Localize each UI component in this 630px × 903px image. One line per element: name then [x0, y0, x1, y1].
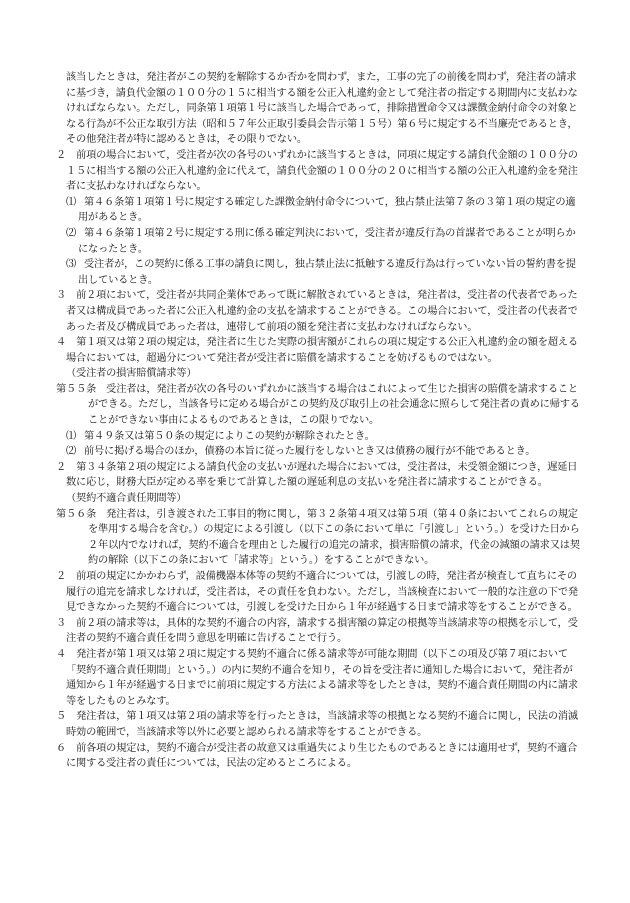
article-56: 第５６条 発注者は，引き渡された工事目的物に関し，第３２条第４項又は第５項（第４０条においてこれらの規定を準用する場合を含む。）の規定による引渡し（以下この条において単に「引渡し」という。）を受けた日から２年以内でなければ，契約不適合を理由とした履行の追完の請求，損害賠償の請求，代金の減額の請求又は契約の解除（以下この条において「請求等」という。）をすることができない。: [56, 508, 580, 567]
paragraph-54-4: ４ 第１項又は第２項の規定は，発注者に生じた実際の損害額がこれらの項に規定する公正入札違約金の額を超える場合においては，超過分について発注者が受注者に賠償を請求することを妨げるものではない。: [56, 337, 578, 364]
item-text: 第４６条第１項第１号に規定する確定した課徴金納付命令について，独占禁止法第７条の３第１項の規定の適用があるとき。: [78, 196, 576, 224]
item-55-2: [56, 444, 580, 460]
article-55: 第５５条 受注者は，発注者が次の各号のいずれかに該当する場合はこれによって生じた損害の賠償を請求することができる。ただし，当該各号に定める場合がこの契約及び取引上の社会通念に照らして発注者の責めに帰することができない事由によるものであるときは，この限りでない。: [56, 383, 580, 427]
item-55-1: [56, 429, 580, 445]
paragraph-56-6: ６ 前各項の規定は，契約不適合が受注者の故意又は重過失により生じたものであるときには適用せず，契約不適合に関する受注者の責任については，民法の定めるところによる。: [56, 742, 578, 770]
item-number: ⑵: [66, 227, 77, 239]
paragraph-54-2: ２ 前項の場合において，受注者が次の各号のいずれかに該当するときは，同項に規定する請負代金額の１００分の１５に相当する額の公正入札違約金に代えて，請負代金額の１００分の２０に相当する額の公正入札違約金を発注者に支払わなければならない。: [56, 149, 578, 193]
item-text: 第４９条又は第５０条の規定によりこの契約が解除されたとき。: [84, 430, 375, 442]
item-number: ⑵: [66, 446, 77, 458]
paragraph-55-2: ２ 第３４条第２項の規定による請負代金の支払いが遅れた場合においては，受注者は，未受領金額につき，遅延日数に応じ，財務大臣が定める率を乗じて計算した額の遅延利息の支払いを発注者に請求することができる。: [56, 461, 578, 489]
item-number: ⑴: [66, 196, 77, 208]
article-heading-56: （契約不適合責任期間等）: [66, 493, 187, 505]
paragraph-continuation: 該当したときは，発注者がこの契約を解除するか否かを問わず，また，工事の完了の前後を問わず，発注者の請求に基づき，請負代金額の１００分の１５に相当する額を公正入札違約金として発注者の指定する期間内に支払わなければならない。ただし，同条第１項第１号に該当した場合であって，排除措置命令又は課徴金納付命令の対象となる行為が不公正な取引方法（昭和５７年公正取引委員会告示第１５号）第６号に規定する不当廉売であるとき，その他発注者が特に認めるときは，その限りでない。: [66, 72, 578, 146]
paragraph-56-2: ２ 前項の規定にかかわらず，設備機器本体等の契約不適合については，引渡しの時，発注者が検査して直ちにその履行の追完を請求しなければ，受注者は，その責任を負わない。ただし，当該検査において一般的な注意の下で発見できなかった契約不適合については，引渡しを受けた日から１年が経過する日まで請求等をすることができる。: [56, 571, 578, 614]
item-54-2-1: [56, 195, 580, 226]
item-number: ⑶: [66, 259, 77, 271]
item-text: 前号に掲げる場合のほか，債務の本旨に従った履行をしないとき又は債務の履行が不能であるとき。: [84, 446, 536, 458]
article-heading-55: （受注者の損害賠償請求等）: [66, 368, 197, 380]
paragraph-56-3: ３ 前２項の請求等は，具体的な契約不適合の内容，請求する損害額の算定の根拠等当該請求等の根拠を示して，受注者の契約不適合責任を問う意思を明確に告げることで行う。: [56, 617, 578, 645]
paragraph-56-5: ５ 発注者は，第１項又は第２項の請求等を行ったときは，当該請求等の根拠となる契約不適合に関し，民法の消滅時効の範囲で，当該請求等以外に必要と認められる請求等をすることができる。: [56, 711, 578, 738]
item-54-2-3: [56, 257, 580, 288]
item-text: 第４６条第１項第２号に規定する刑に係る確定判決において，受注者が違反行為の首謀者であることが明らかになったとき。: [78, 227, 576, 255]
item-text: 受注者が，この契約に係る工事の請負に関し，独占禁止法に抵触する違反行為は行っていない旨の誓約書を提出しているとき。: [78, 259, 576, 286]
paragraph-56-4: ４ 発注者が第１項又は第２項に規定する契約不適合に係る請求等が可能な期間（以下この項及び第７項において「契約不適合責任期間」という。）の内に契約不適合を知り，その旨を受注者に通知した場合において，発注者が通知から１年が経過する日までに前項に規定する方法による請求等をしたときは，契約不適合責任期間の内に請求等をしたものとみなす。: [56, 648, 578, 707]
item-54-2-2: [56, 226, 580, 257]
item-number: ⑴: [66, 430, 77, 442]
paragraph-54-3: ３ 前２項において，受注者が共同企業体であって既に解散されているときは，発注者は，受注者の代表者であった者又は構成員であった者に公正入札違約金の支払を請求することができる。この場合において，受注者の代表者であった者及び構成員であった者は，連帯して前項の額を発注者に支払わなければならない。: [56, 290, 578, 333]
